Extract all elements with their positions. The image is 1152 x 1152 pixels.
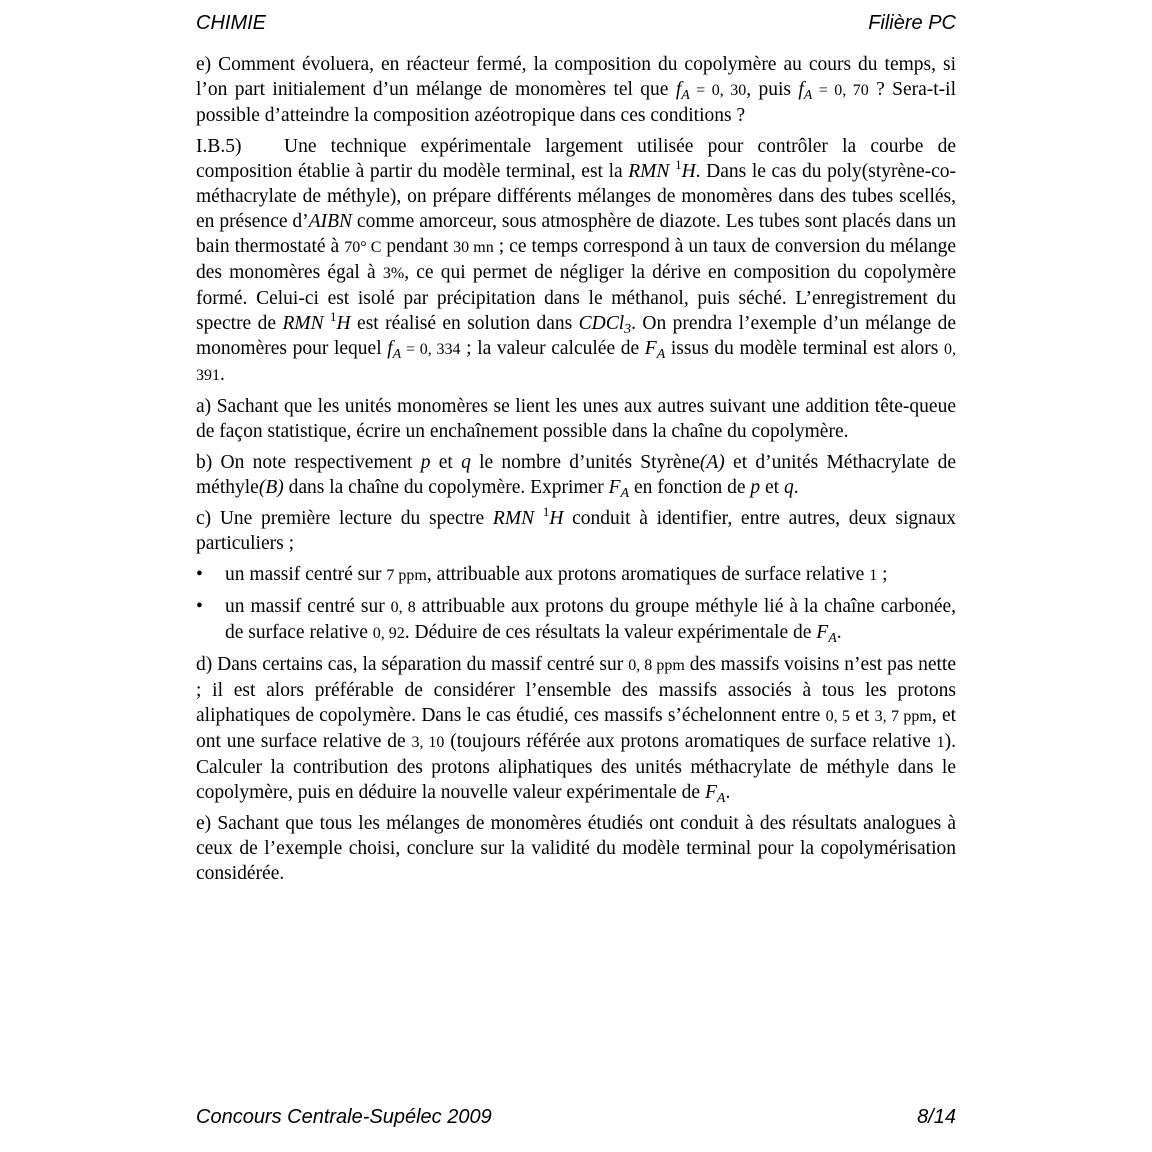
question-b: b) On note respectivement p et q le nombre d’unités Styrène(A) et d’unités Méthacrylate de méthyle(B) dans la chaîne du copolymère. Exprimer $F_A$ en fonction de p et q. [196,452,956,501]
question-e-first: e) Comment évoluera, en réacteur fermé, la composition du copolymère au cours du temps, si l’on part initialement d’un mélange de monomères tel que $f_A = 0$, 30, puis $f_A = 0$, 70 ? Sera-t-il possible d’atteindre la composition azéotropique dans ces conditions ? [196,54,957,126]
section-label: I.B.5) [196,136,242,157]
question-a: a) Sachant que les unités monomères se lient les unes aux autres suivant une addition tête-queue de façon statistique, écrire un enchaînement possible dans la chaîne du copolymère. [196,396,956,442]
question-c: c) Une première lecture du spectre RMN $^1$H conduit à identifier, entre autres, deux signaux particuliers ; [196,504,957,554]
section-ib5: I.B.5) Une technique expérimentale largement utilisée pour contrôler la courbe de composition établie à partir du modèle terminal, est la RMN $^1$H. Dans le cas du poly(styrène-co-méthacrylate de méthyle), on prépare différents mélanges de monomères dans des tubes scellés, en présence d’AIBN comme amorceur, sous atmosphère de diazote. Les tubes sont placés dans un bain thermostaté à 70° C pendant 30 mn ; ce temps correspond à un taux de conversion du mélange des monomères égal à 3%, ce qui permet de négliger la dérive en composition du copolymère formé. Celui-ci est isolé par précipitation dans le méthanol, puis séché. L’enregistrement du spectre de RMN $^1$H est réalisé en solution dans CDCl$_3$. On prendra l’exemple d’un mélange de monomères pour lequel $f_A = 0$, 334 ; la valeur calculée de $F_A$ issus du modèle terminal est alors 0, 391. [196,136,957,385]
header-subject: CHIMIE [196,12,266,34]
page [196,0,956,1152]
page-header [196,12,956,35]
question-e-second: e) Sachant que tous les mélanges de monomères étudiés ont conduit à des résultats analogues à ceux de l’exemple choisi, conclure sur la validité du modèle terminal pour la copolymérisation considérée. [196,813,956,884]
header-track: Filière PC [868,12,956,34]
bullet-icon: • [196,596,203,617]
page-footer [196,1106,956,1129]
question-d: d) Dans certains cas, la séparation du massif centré sur 0, 8 ppm des massifs voisins n’est pas nette ; il est alors préférable de considérer l’ensemble des massifs associés à tous les protons aliphatiques de copolymère. Dans le cas étudié, ces massifs s’échelonnent entre 0, 5 et 3, 7 ppm, et ont une surface relative de 3, 10 (toujours référée aux protons aromatiques de surface relative 1). Calculer la contribution des protons aliphatiques des unités méthacrylate de méthyle dans le copolymère, puis en déduire la nouvelle valeur expérimentale de $F_A$. [196,654,957,806]
page-number: 8/14 [917,1106,956,1128]
bullet-icon: • [196,564,203,585]
footer-contest: Concours Centrale-Supélec 2009 [196,1106,492,1128]
page-body [196,52,956,892]
list-item: • un massif centré sur 7 ppm, attribuable aux protons aromatiques de surface relative 1 ; [196,564,888,585]
signal-list [196,562,956,646]
list-item: • un massif centré sur 0, 8 attribuable aux protons du groupe méthyle lié à la chaîne carbonée, de surface relative 0, 92. Déduire de ces résultats la valeur expérimentale de $F_A$. [196,596,957,646]
